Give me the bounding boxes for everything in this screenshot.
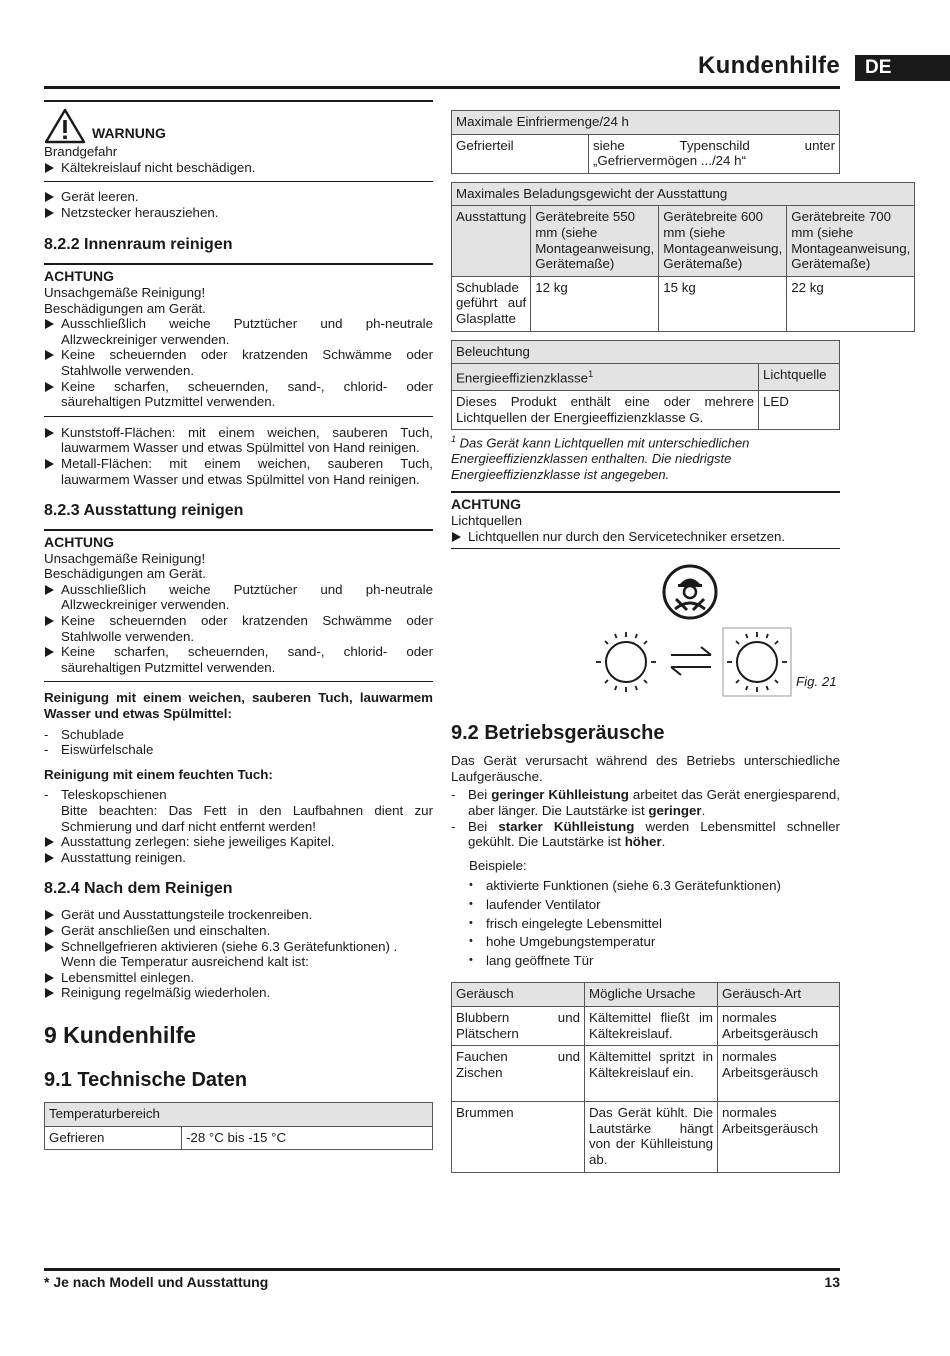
freeze-capacity-table <box>451 110 840 174</box>
table-cell: LED <box>759 391 840 430</box>
step-item: Ausstattung zerlegen: siehe jeweiliges Kapitel. <box>44 834 433 850</box>
caution-line: Beschädigungen am Gerät. <box>44 566 206 582</box>
lighting-footnote <box>451 432 840 482</box>
table-header: Maximale Einfriermenge/24 h <box>452 111 840 135</box>
step-item: Gerät und Ausstattungsteile trockenreiben. <box>44 907 433 923</box>
lighting-table <box>451 340 840 431</box>
step-item: Schnellgefrieren aktivieren (siehe 6.3 Gerätefunktionen) . Wenn die Temperatur ausreichend kalt ist: <box>44 939 433 970</box>
text-run: geringer Kühlleistung <box>491 787 629 803</box>
examples-list <box>451 878 840 968</box>
col-label: Energieeffizienzklasse <box>456 370 589 386</box>
caution-label: ACHTUNG <box>44 534 114 551</box>
section-9-2-heading: 9.2 Betriebsgeräusche <box>451 722 665 745</box>
soft-cloth-block <box>44 681 433 865</box>
list-item: • aktivierte Funktionen (siehe 6.3 Gerätefunktionen) <box>469 878 840 894</box>
footnote-ref: 1 <box>588 369 594 380</box>
table-cell: 15 kg <box>659 276 787 331</box>
table-cell: Gerätebreite 550 mm (siehe Montageanweisung, Gerätemaße) <box>531 206 659 276</box>
section-8-2-2-heading: 8.2.2 Innenraum reinigen <box>44 236 233 254</box>
damp-cloth-title: Reinigung mit einem feuchten Tuch: <box>44 766 273 782</box>
footnote-text: Das Gerät kann Lichtquellen mit unterschiedlichen Energieeffizienzklassen enthalten. Die niedrigste Energieeffizienzklasse ist angegeben. <box>451 435 750 482</box>
cleaning-steps-8-2-2 <box>44 416 433 487</box>
after-cleaning-steps <box>44 907 433 1001</box>
page-header-title: Kundenhilfe <box>698 52 840 79</box>
caution-item: Keine scheuernden oder kratzenden Schwämme oder Stahlwolle verwenden. <box>44 613 433 644</box>
service-technician-icon <box>661 563 719 621</box>
table-cell: -28 °C bis -15 °C <box>182 1126 433 1150</box>
noise-intro: Das Gerät verursacht während des Betriebs unterschiedliche Laufgeräusche. <box>451 753 840 784</box>
load-weight-table <box>451 182 915 332</box>
caution-item: Keine scheuernden oder kratzenden Schwämme oder Stahlwolle verwenden. <box>44 347 433 378</box>
text-run: starker Kühlleistung <box>498 818 635 834</box>
step-item: Gerät anschließen und einschalten. <box>44 923 433 939</box>
table-header: Geräusch-Art <box>718 983 840 1007</box>
light-caution-box <box>451 491 840 544</box>
text-run: werden Lebensmittel schneller gekühlt. Die Lautstärke ist <box>468 818 840 850</box>
warning-label: WARNUNG <box>92 125 166 142</box>
right-column <box>451 110 911 1173</box>
warning-triangle-icon <box>44 108 86 144</box>
table-cell: Gefrierteil <box>452 134 589 173</box>
footer-note: * Je nach Modell und Ausstattung <box>44 1274 269 1290</box>
step-item: Reinigung regelmäßig wiederholen. <box>44 985 433 1001</box>
caution-item: Keine scharfen, scheuernden, sand-, chlorid- oder säurehaltigen Putzmittel verwenden. <box>44 379 433 410</box>
page-number: 13 <box>824 1274 840 1290</box>
section-8-2-4-heading: 8.2.4 Nach dem Reinigen <box>44 880 233 898</box>
text-run: . <box>661 834 666 850</box>
step-item: Ausstattung reinigen. <box>44 850 433 866</box>
section-9-1-heading: 9.1 Technische Daten <box>44 1068 248 1091</box>
table-cell: Kältemittel fließt im Kältekreislauf. <box>585 1006 718 1045</box>
caution-item: Ausschließlich weiche Putztücher und ph-neutrale Allzweckreiniger verwenden. <box>44 316 433 347</box>
table-cell: Fauchen und Zischen <box>452 1046 585 1102</box>
list-item <box>44 787 433 834</box>
table-cell: 12 kg <box>531 276 659 331</box>
light-bulb-old-icon <box>591 627 661 697</box>
table-cell: Kältemittel spritzt in Kältekreislauf ein. <box>585 1046 718 1102</box>
soft-cloth-title: Reinigung mit einem weichen, sauberen Tuch, lauwarmem Wasser und etwas Spülmittel: <box>44 690 433 722</box>
list-item: - Schublade <box>44 727 433 743</box>
temperature-table <box>44 1102 433 1150</box>
table-row <box>452 1102 840 1172</box>
caution-item: Ausschließlich weiche Putztücher und ph-neutrale Allzweckreiniger verwenden. <box>44 582 433 613</box>
table-row <box>452 1006 840 1045</box>
list-item: • frisch eingelegte Lebensmittel <box>469 916 840 932</box>
caution-item: Keine scharfen, scheuernden, sand-, chlorid- oder säurehaltigen Putzmittel verwenden. <box>44 644 433 675</box>
list-item: • laufender Ventilator <box>469 897 840 913</box>
table-cell: normales Arbeitsgeräusch <box>718 1006 840 1045</box>
list-item: • hohe Umgebungstemperatur <box>469 934 840 950</box>
caution-box-8-2-3 <box>44 529 433 675</box>
table-cell: Brummen <box>452 1102 585 1172</box>
text-run: Bei <box>468 787 492 803</box>
caution-line: Unsachgemäße Reinigung! <box>44 550 206 566</box>
table-cell: Dieses Produkt enthält eine oder mehrere Lichtquellen der Energieeffizienzklasse G. <box>452 391 759 430</box>
caution-box-8-2-2 <box>44 263 433 409</box>
table-cell: Gerätebreite 700 mm (siehe Montageanweisung, Gerätemaße) <box>787 206 915 276</box>
table-cell: Gefrieren <box>45 1126 182 1150</box>
table-cell: Schublade geführt auf Glasplatte <box>452 276 531 331</box>
text-run: arbeitet das Gerät energiesparend, aber länger. Die Lautstärke ist <box>468 787 840 818</box>
text-run: Bei <box>468 818 499 834</box>
table-cell: Lichtquelle <box>759 364 840 391</box>
list-item <box>451 787 840 818</box>
step-item: Kunststoff-Flächen: mit einem weichen, sauberen Tuch, lauwarmem Wasser und etwas Spülmittel von Hand reinigen. <box>44 425 433 456</box>
table-cell: normales Arbeitsgeräusch <box>718 1046 840 1102</box>
noise-table <box>451 982 840 1172</box>
damp-item-note: Bitte beachten: Das Fett in den Laufbahnen dient zur Schmierung und darf nicht entfernt werden! <box>61 803 433 834</box>
step-item: Metall-Flächen: mit einem weichen, sauberen Tuch, lauwarmem Wasser und etwas Spülmittel von Hand reinigen. <box>44 456 433 487</box>
warning-box <box>44 100 433 175</box>
language-badge: DE <box>855 55 950 81</box>
prep-steps <box>44 181 433 220</box>
examples-label: Beispiele: <box>469 857 527 873</box>
table-cell: Ausstattung <box>452 206 531 276</box>
caution-line: Unsachgemäße Reinigung! <box>44 284 206 300</box>
table-cell: Blubbern und Plätschern <box>452 1006 585 1045</box>
table-cell <box>452 364 759 391</box>
warning-item: Kältekreislauf nicht beschädigen. <box>44 160 433 176</box>
table-header: Geräusch <box>452 983 585 1007</box>
light-bulb-new-icon <box>722 627 792 697</box>
caution-label: ACHTUNG <box>44 268 114 285</box>
footer-rule <box>44 1268 840 1271</box>
table-cell: Gerätebreite 600 mm (siehe Montageanweisung, Gerätemaße) <box>659 206 787 276</box>
step-item: Lebensmittel einlegen. <box>44 970 433 986</box>
header-rule <box>44 86 840 89</box>
section-8-2-3-heading: 8.2.3 Ausstattung reinigen <box>44 502 244 520</box>
table-header: Beleuchtung <box>452 340 840 364</box>
list-item <box>451 819 840 850</box>
step-item: Netzstecker herausziehen. <box>44 205 433 221</box>
caution-line: Beschädigungen am Gerät. <box>44 300 206 316</box>
table-header: Mögliche Ursache <box>585 983 718 1007</box>
caution-subject: Lichtquellen <box>451 513 522 529</box>
text-run: geringer <box>648 803 702 818</box>
text-run: . <box>701 803 706 818</box>
table-cell: siehe Typenschild unter „Gefriervermögen .../24 h“ <box>589 134 840 173</box>
warning-subject: Brandgefahr <box>44 144 118 159</box>
table-header: Temperaturbereich <box>45 1102 433 1126</box>
text-run: höher <box>624 834 662 850</box>
caution-item: Lichtquellen nur durch den Servicetechniker ersetzen. <box>451 529 840 545</box>
list-item: • lang geöffnete Tür <box>469 953 840 969</box>
table-row <box>452 1046 840 1102</box>
table-cell: 22 kg <box>787 276 915 331</box>
chapter-9-heading: 9 Kundenhilfe <box>44 1021 197 1048</box>
figure-label: Fig. 21 <box>796 674 837 690</box>
table-cell: normales Arbeitsgeräusch <box>718 1102 840 1172</box>
figure-21 <box>451 548 840 699</box>
caution-label: ACHTUNG <box>451 496 521 513</box>
footnote-mark: 1 <box>451 434 457 445</box>
step-item: Gerät leeren. <box>44 189 433 205</box>
exchange-arrows-icon <box>667 644 715 678</box>
table-header: Maximales Beladungsgewicht der Ausstattung <box>452 182 915 206</box>
left-column <box>44 100 433 1150</box>
damp-item-label: - Teleskopschienen <box>61 787 167 803</box>
table-cell: Das Gerät kühlt. Die Lautstärke hängt von der Kühlleistung ab. <box>585 1102 718 1172</box>
list-item: - Eiswürfelschale <box>44 742 433 758</box>
